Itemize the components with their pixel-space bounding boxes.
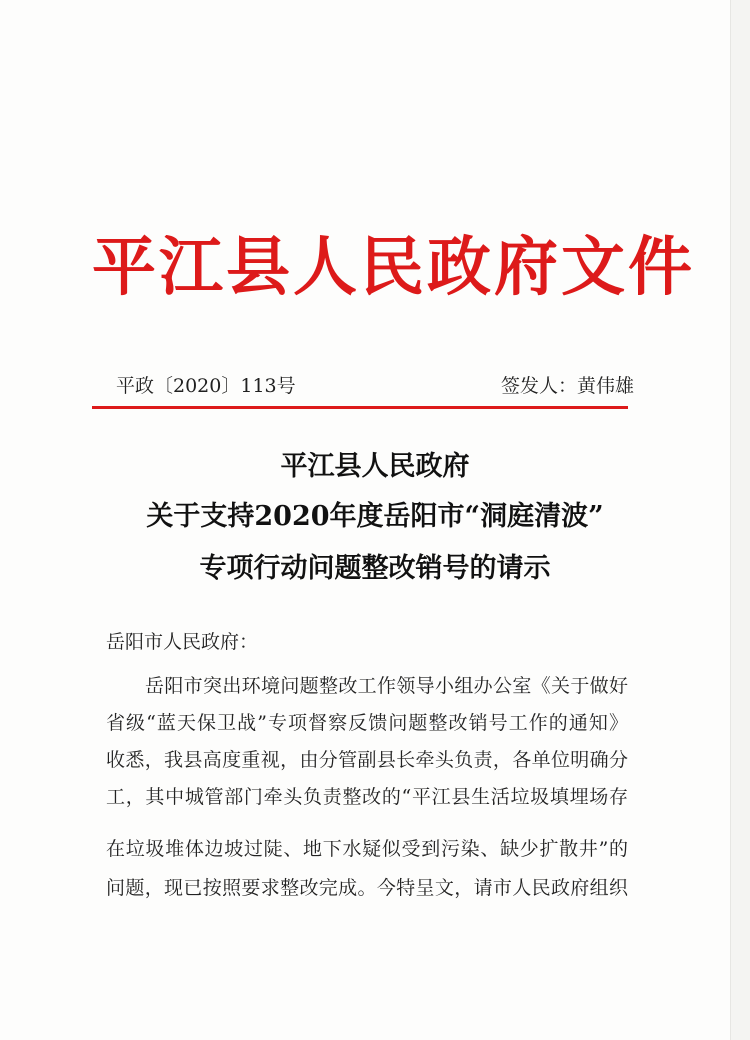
title-line-3: 专项行动问题整改销号的请示 bbox=[199, 553, 551, 584]
body-line-6: 问题，现已按照要求整改完成。今特呈文，请市人民政府组织 bbox=[106, 877, 628, 899]
header-divider bbox=[92, 406, 628, 409]
signer-field: 签发人：黄伟雄 bbox=[500, 375, 634, 397]
document-header: 平江县人民政府文件 bbox=[92, 230, 695, 305]
body-line-5: 在垃圾堆体边坡过陡、地下水疑似受到污染、缺少扩散井”的 bbox=[106, 838, 628, 860]
body-line-3: 收悉，我县高度重视，由分管副县长牵头负责，各单位明确分 bbox=[106, 749, 628, 771]
document-number: 平政〔2020〕113号 bbox=[116, 375, 296, 397]
title-line-2: 关于支持2020年度岳阳市“洞庭清波” bbox=[146, 501, 604, 532]
body-line-4: 工，其中城管部门牵头负责整改的“平江县生活垃圾填埋场存 bbox=[106, 786, 628, 808]
salutation: 岳阳市人民政府： bbox=[106, 631, 259, 653]
body-line-1: 岳阳市突出环境问题整改工作领导小组办公室《关于做好 bbox=[145, 675, 628, 697]
body-line-2: 省级“蓝天保卫战”专项督察反馈问题整改销号工作的通知》 bbox=[106, 712, 628, 734]
title-line-1: 平江县人民政府 bbox=[280, 451, 470, 482]
